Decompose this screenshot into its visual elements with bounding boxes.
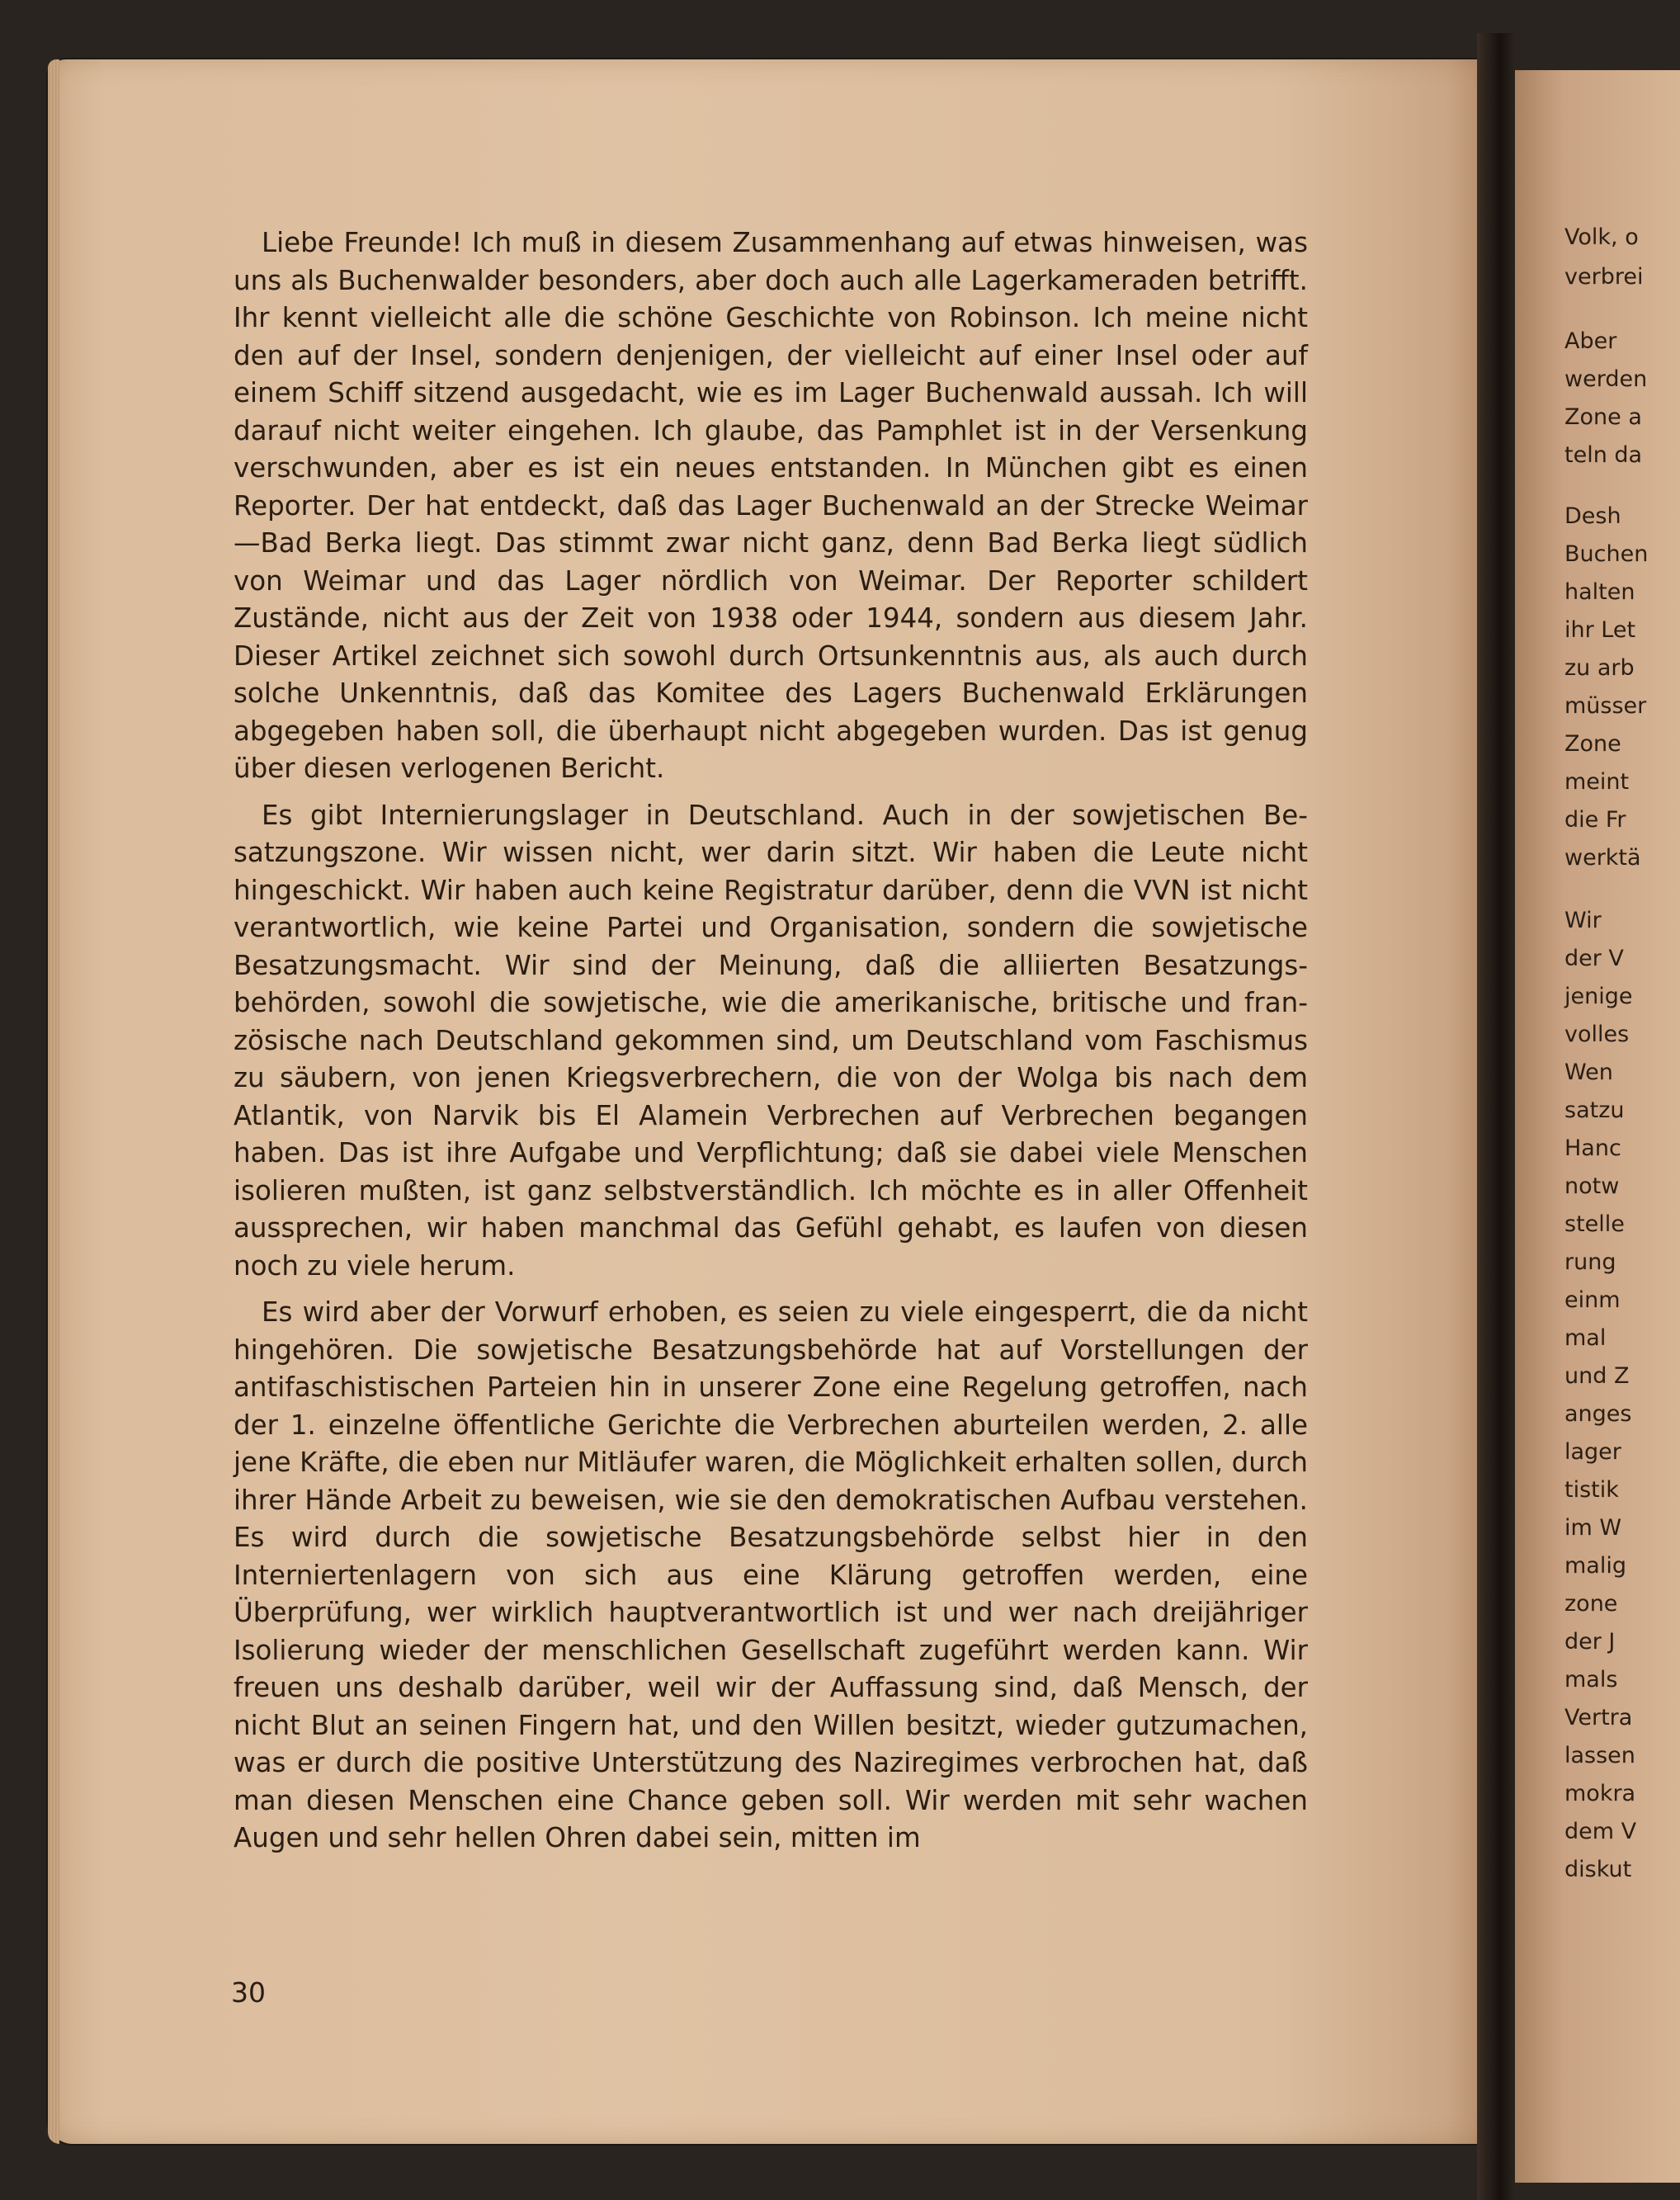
facing-line: die Fr xyxy=(1564,807,1626,833)
facing-line: Zone a xyxy=(1564,404,1642,430)
page-body-text xyxy=(234,224,1308,1867)
facing-line: mal xyxy=(1564,1325,1607,1351)
facing-line: anges xyxy=(1564,1401,1632,1427)
facing-line: lassen xyxy=(1564,1743,1635,1768)
facing-line: volles xyxy=(1564,1022,1630,1047)
page-number: 30 xyxy=(231,1976,266,2009)
facing-line: Buchen xyxy=(1564,541,1649,567)
facing-line: der V xyxy=(1564,946,1624,971)
facing-line: Zone xyxy=(1564,731,1621,757)
facing-page-text xyxy=(1564,0,1649,2200)
facing-line: Wir xyxy=(1564,908,1602,933)
facing-line: werden xyxy=(1564,366,1648,392)
paragraph-3: Es wird aber der Vorwurf erhoben, es seien zu viele eingesperrt, die da nicht hingehören. Die sowjetische Besatzungsbehörde hat auf Vorstellungen der antifaschistischen Parteien hin in unserer Zone eine Regelung getroffen, nach der 1. einzelne öffentliche Gerichte die Verbrechen aburteilen werden, 2. alle jene Kräfte, die eben nur Mitläufer waren, die Möglichkeit erhalten sollen, durch ihrer Hände Arbeit zu beweisen, wie sie den demokratischen Aufbau verstehen. Es wird durch die sowjetische Besatzungsbehörde selbst hier in den Interniertenlagern von sich aus eine Klärung getroffen werden, eine Überprüfung, wer wirklich hauptverantwortlich ist und wer nach dreijähriger Isolierung wieder der menschlichen Gesellschaft zugeführt werden kann. Wir freuen uns deshalb darüber, weil wir der Auffassung sind, daß Mensch, der nicht Blut an seinen Fingern hat, und den Willen besitzt, wieder gutzumachen, was er durch die positive Unterstützung des Naziregimes verbrochen hat, daß man diesen Menschen eine Chance geben soll. Wir werden mit sehr wachen Augen und sehr hellen Ohren dabei sein, mitten im xyxy=(234,1296,1308,1853)
facing-line: dem V xyxy=(1564,1819,1637,1844)
facing-line: verbrei xyxy=(1564,264,1644,290)
facing-line: rung xyxy=(1564,1249,1616,1275)
facing-line: jenige xyxy=(1564,984,1633,1009)
book-gutter xyxy=(1477,33,1515,2200)
facing-line: lager xyxy=(1564,1439,1621,1465)
facing-line: Aber xyxy=(1564,328,1617,354)
facing-line: Hanc xyxy=(1564,1135,1621,1161)
facing-line: der J xyxy=(1564,1629,1616,1655)
facing-line: halten xyxy=(1564,579,1635,605)
facing-line: mokra xyxy=(1564,1781,1636,1806)
facing-line: einm xyxy=(1564,1287,1621,1313)
paragraph-1: Liebe Freunde! Ich muß in diesem Zusammenhang auf etwas hinweisen, was uns als Buchenwalder besonders, aber doch auch alle Lagerkameraden betrifft. Ihr kennt vielleicht alle die schöne Geschichte von Robinson. Ich meine nicht den auf der Insel, sondern denjenigen, der vielleicht auf einer Insel oder auf einem Schiff sitzend ausgedacht, wie es im Lager Buchenwald aussah. Ich will darauf nicht weiter eingehen. Ich glaube, das Pamphlet ist in der Versenkung verschwunden, aber es ist ein neues entstanden. In München gibt es einen Reporter. Der hat entdeckt, daß das Lager Buchenwald an der Strecke Weimar—Bad Berka liegt. Das stimmt zwar nicht ganz, denn Bad Berka liegt südlich von Weimar und das Lager nördlich von Weimar. Der Reporter schildert Zustände, nicht aus der Zeit von 1938 oder 1944, sondern aus diesem Jahr. Dieser Artikel zeichnet sich sowohl durch Ortsunkenntnis aus, als auch durch solche Unkenntnis, daß das Komitee des Lagers Buchenwald Erklärungen abgegeben haben soll, die überhaupt nicht abgegeben wurden. Das ist genug über diesen verlogenen Bericht. xyxy=(234,227,1308,784)
facing-line: teln da xyxy=(1564,442,1643,468)
facing-line: tistik xyxy=(1564,1477,1619,1503)
facing-line: stelle xyxy=(1564,1211,1625,1237)
facing-line: ihr Let xyxy=(1564,617,1636,643)
facing-line: zone xyxy=(1564,1591,1618,1617)
facing-line: müsser xyxy=(1564,693,1647,719)
facing-line: mals xyxy=(1564,1667,1618,1692)
facing-line: Wen xyxy=(1564,1060,1613,1085)
paragraph-2: Es gibt Internierungslager in Deutschland. Auch in der sowjetischen Besatzungszone. Wir wissen nicht, wer darin sitzt. Wir haben die Leute nicht hingeschickt. Wir haben auch keine Registratur darüber, denn die VVN ist nicht verantwortlich, wie keine Partei und Organisation, sondern die sowjetische Besatzungsmacht. Wir sind der Meinung, daß die alliierten Besatzungsbehörden, sowohl die sowjetische, wie die amerikanische, britische und französische nach Deutschland gekommen sind, um Deutschland vom Faschismus zu säubern, von jenen Kriegsverbrechern, die von der Wolga bis nach dem Atlantik, von Narvik bis El Alamein Verbrechen auf Verbrechen begangen haben. Das ist ihre Aufgabe und Verpflichtung; daß sie dabei viele Menschen isolieren mußten, ist ganz selbstverständlich. Ich möchte es in aller Offenheit aussprechen, wir haben manchmal das Gefühl gehabt, es laufen von diesen noch zu viele herum. xyxy=(234,799,1308,1282)
page-edge xyxy=(48,59,59,2144)
facing-line: im W xyxy=(1564,1515,1622,1541)
facing-line: zu arb xyxy=(1564,655,1635,681)
facing-line: notw xyxy=(1564,1173,1620,1199)
facing-line: werktä xyxy=(1564,845,1641,871)
facing-line: und Z xyxy=(1564,1363,1630,1389)
facing-line: Vertra xyxy=(1564,1705,1633,1730)
facing-line: diskut xyxy=(1564,1857,1632,1882)
facing-line: satzu xyxy=(1564,1098,1625,1123)
facing-line: malig xyxy=(1564,1553,1626,1579)
facing-line: meint xyxy=(1564,769,1630,795)
facing-line: Volk, o xyxy=(1564,224,1639,250)
facing-line: Desh xyxy=(1564,503,1621,529)
